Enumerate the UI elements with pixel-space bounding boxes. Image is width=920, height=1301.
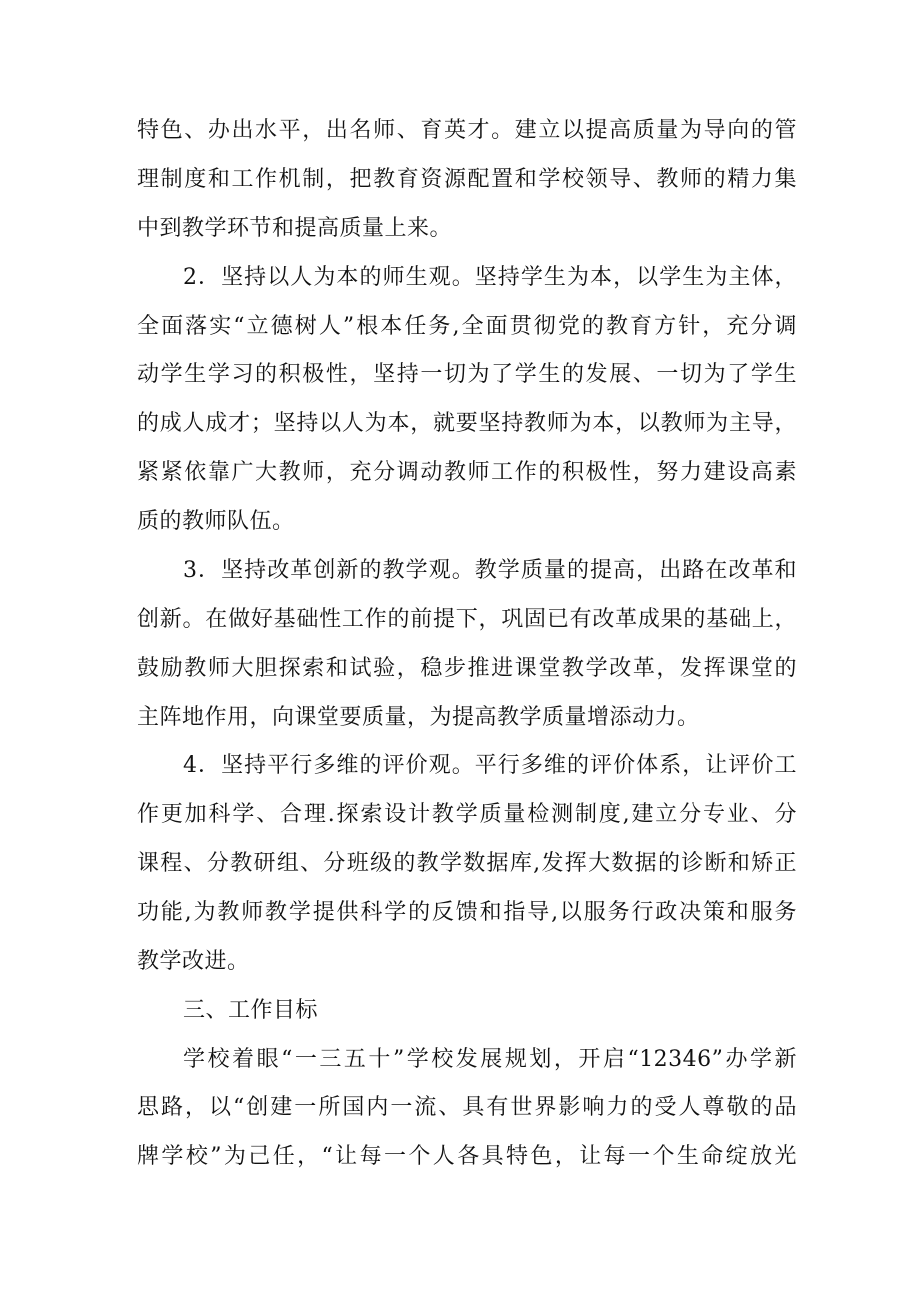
paragraph-line: 全面落实“立德树人”根本任务,全面贯彻党的教育方针，充分调 — [137, 314, 797, 339]
paragraph-line: 课程、分教研组、分班级的教学数据库,发挥大数据的诊断和矫正 — [137, 851, 797, 876]
paragraph-line: 中到教学环节和提高质量上来。 — [137, 216, 453, 241]
paragraph-line: 质的教师队伍。 — [137, 509, 295, 534]
paragraph-line: 作更加科学、合理.探索设计教学质量检测制度,建立分专业、分 — [137, 802, 797, 827]
paragraph-line: 4．坚持平行多维的评价观。平行多维的评价体系，让评价工 — [183, 753, 797, 778]
paragraph-line: 动学生学习的积极性，坚持一切为了学生的发展、一切为了学生 — [137, 362, 797, 387]
paragraph-line: 特色、办出水平，出名师、育英才。建立以提高质量为导向的管 — [137, 118, 797, 143]
paragraph-line: 主阵地作用，向课堂要质量，为提高教学质量增添动力。 — [137, 705, 700, 730]
section-heading: 三、工作目标 — [183, 998, 319, 1023]
paragraph-line: 教学改进。 — [137, 949, 250, 974]
paragraph-line: 学校着眼“一三五十”学校发展规划，开启“12346”办学新 — [183, 1047, 797, 1072]
paragraph-line: 的成人成才；坚持以人为本，就要坚持教师为本，以教师为主导， — [137, 411, 797, 436]
paragraph-line: 2．坚持以人为本的师生观。坚持学生为本，以学生为主体， — [183, 265, 797, 290]
paragraph-line: 功能,为教师教学提供科学的反馈和指导,以服务行政决策和服务 — [137, 900, 797, 925]
paragraph-line: 紧紧依靠广大教师，充分调动教师工作的积极性，努力建设高素 — [137, 460, 797, 485]
paragraph-line: 理制度和工作机制，把教育资源配置和学校领导、教师的精力集 — [137, 167, 797, 192]
paragraph-line: 牌学校”为己任，“让每一个人各具特色，让每一个生命绽放光 — [137, 1144, 797, 1169]
paragraph-line: 创新。在做好基础性工作的前提下，巩固已有改革成果的基础上， — [137, 607, 797, 632]
paragraph-line: 思路，以“创建一所国内一流、具有世界影响力的受人尊敬的品 — [137, 1095, 797, 1120]
paragraph-line: 3．坚持改革创新的教学观。教学质量的提高，出路在改革和 — [183, 558, 797, 583]
paragraph-line: 鼓励教师大胆探索和试验，稳步推进课堂教学改革，发挥课堂的 — [137, 656, 797, 681]
